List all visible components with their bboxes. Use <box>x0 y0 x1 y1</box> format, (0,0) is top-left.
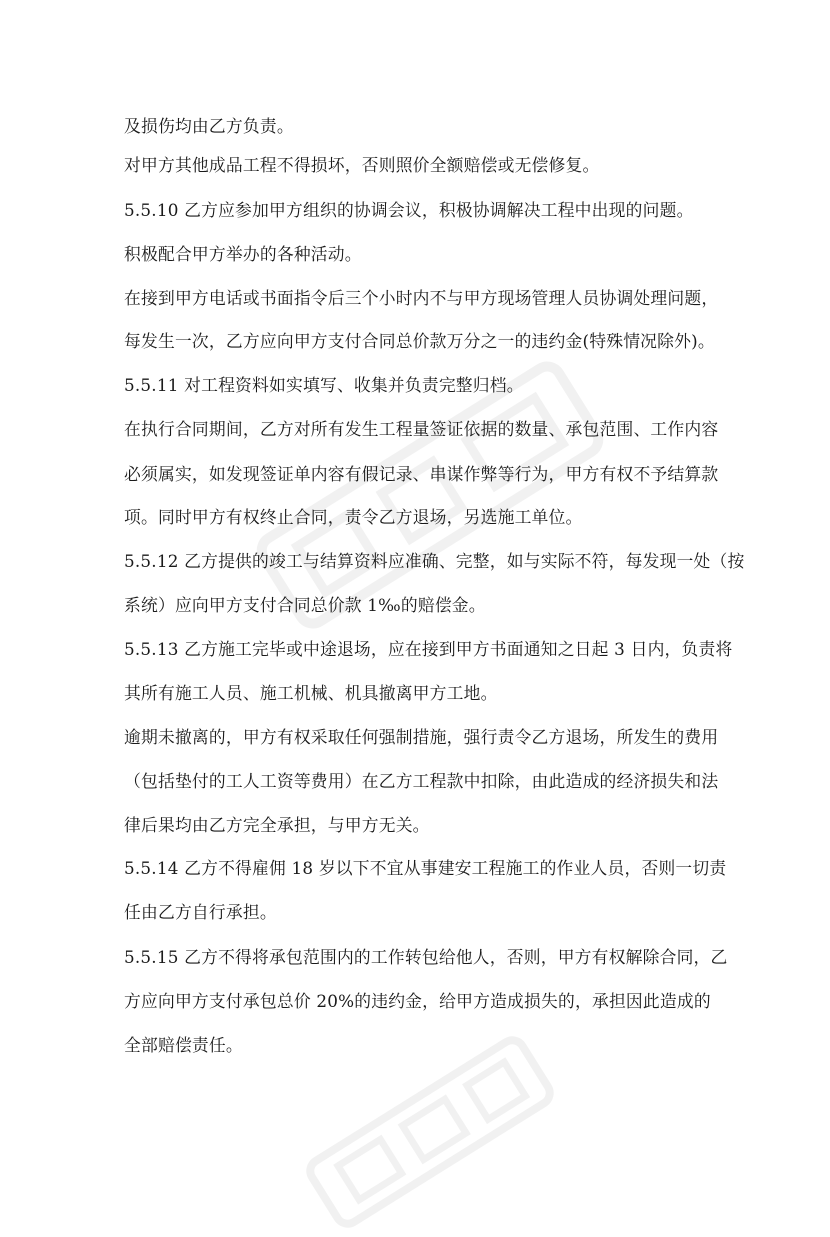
text-line: 5.5.14 乙方不得雇佣 18 岁以下不宜从事建安工程施工的作业人员，否则一切责 <box>124 858 727 878</box>
text-line: 每发生一次，乙方应向甲方支付合同总价款万分之一的违约金(特殊情况除外)。 <box>124 331 715 351</box>
text-line: 律后果均由乙方完全承担，与甲方无关。 <box>124 815 430 835</box>
watermark-logo-bottom <box>297 1027 562 1236</box>
text-line: 全部赔偿责任。 <box>124 1035 243 1055</box>
text-line: 方应向甲方支付承包总价 20%的违约金，给甲方造成损失的，承担因此造成的 <box>124 991 711 1011</box>
text-line: 在接到甲方电话或书面指令后三个小时内不与甲方现场管理人员协调处理问题， <box>124 288 719 308</box>
text-line: 对甲方其他成品工程不得损坏，否则照价全额赔偿或无偿修复。 <box>124 155 600 175</box>
text-line: 5.5.15 乙方不得将承包范围内的工作转包给他人，否则，甲方有权解除合同，乙 <box>124 947 728 967</box>
text-line: 5.5.13 乙方施工完毕或中途退场，应在接到甲方书面通知之日起 3 日内，负责将 <box>124 639 733 659</box>
text-line: 任由乙方自行承担。 <box>124 902 277 922</box>
text-line: 在执行合同期间，乙方对所有发生工程量签证依据的数量、承包范围、工作内容 <box>124 419 719 439</box>
text-line: 及损伤均由乙方负责。 <box>124 116 294 136</box>
text-line: 5.5.10 乙方应参加甲方组织的协调会议，积极协调解决工程中出现的问题。 <box>124 200 694 220</box>
text-line: 积极配合甲方举办的各种活动。 <box>124 244 362 264</box>
text-line: 5.5.11 对工程资料如实填写、收集并负责完整归档。 <box>124 375 524 395</box>
text-line: 项。同时甲方有权终止合同，责令乙方退场，另选施工单位。 <box>124 507 583 527</box>
text-line: 逾期未撤离的，甲方有权采取任何强制措施，强行责令乙方退场，所发生的费用 <box>124 727 719 747</box>
text-line: 必须属实，如发现签证单内容有假记录、串谋作弊等行为，甲方有权不予结算款 <box>124 464 719 484</box>
text-line: 系统）应向甲方支付合同总价款 1‰的赔偿金。 <box>124 595 486 615</box>
text-line: 其所有施工人员、施工机械、机具撤离甲方工地。 <box>124 683 498 703</box>
text-line: （包括垫付的工人工资等费用）在乙方工程款中扣除，由此造成的经济损失和法 <box>124 771 719 791</box>
text-line: 5.5.12 乙方提供的竣工与结算资料应准确、完整，如与实际不符，每发现一处（按 <box>124 551 745 571</box>
